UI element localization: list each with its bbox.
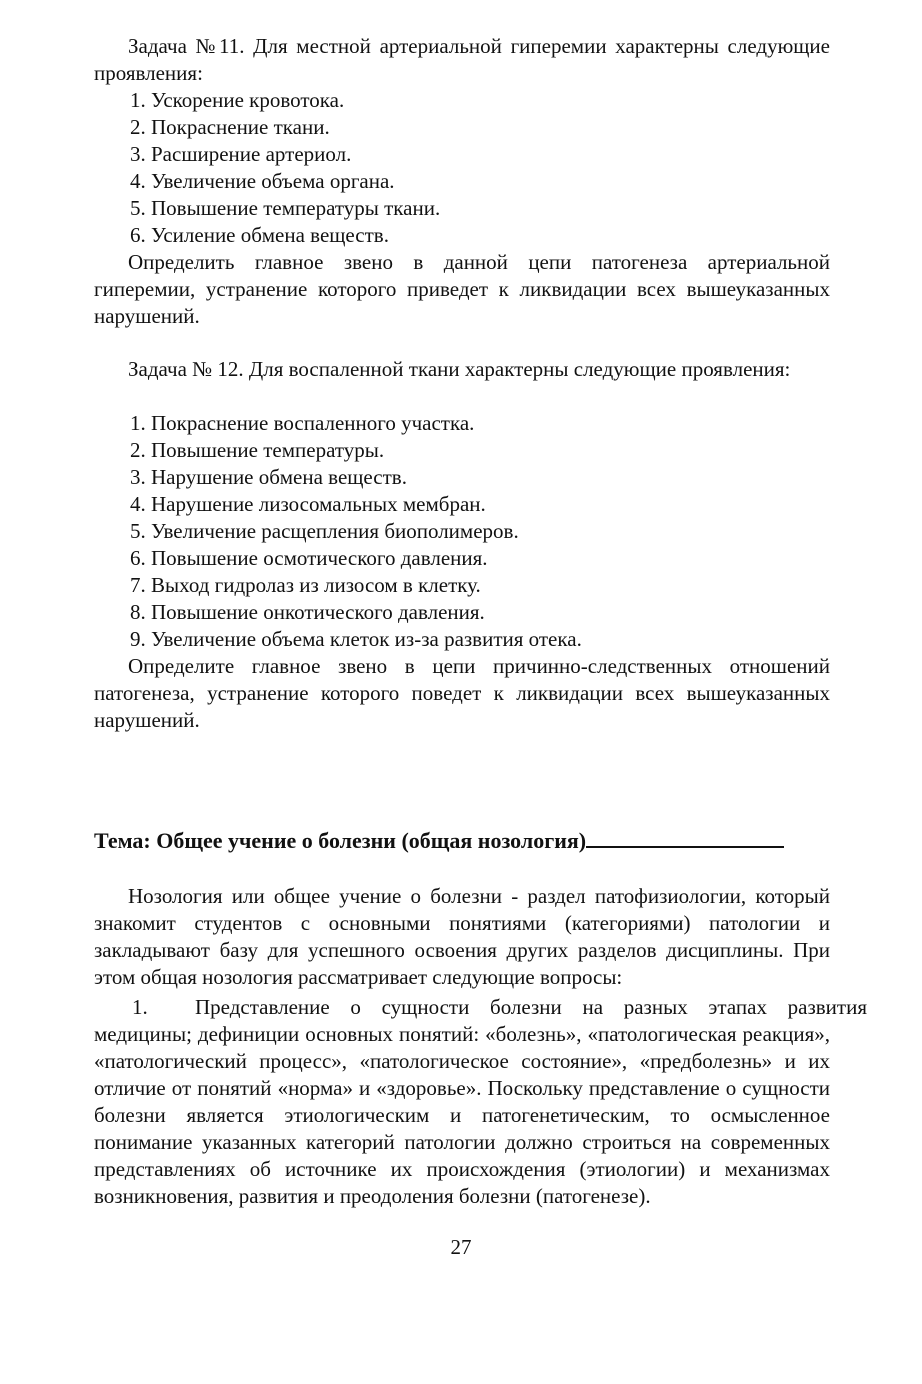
task-11-item-2: 2. Покраснение ткани. [130,115,330,139]
task-11-question: Определить главное звено в данной цепи патогенеза артериальной гиперемии, устранение которого приведет к ликвидации всех вышеуказанных нарушений. [94,250,830,328]
task-12-item-9: 9. Увеличение объема клеток из-за развития отека. [130,627,582,651]
task-12-item-7: 7. Выход гидролаз из лизосом в клетку. [130,573,481,597]
task-12-intro: Задача № 12. Для воспаленной ткани характерны следующие проявления: [128,357,791,381]
task-11-item-4: 4. Увеличение объема органа. [130,169,395,193]
task-12-item-1: 1. Покраснение воспаленного участка. [130,411,475,435]
task-11-item-1: 1. Ускорение кровотока. [130,88,345,112]
nosology-intro-paragraph: Нозология или общее учение о болезни - раздел патофизиологии, который знакомит студентов с основными понятиями (категориями) патологии и закладывают базу для успешного освоения других разделов дисциплины. При этом общая нозология рассматривает следующие вопросы: [94,884,830,989]
nosology-item-number: 1. [132,995,148,1019]
page-number: 27 [450,1235,472,1259]
task-12-item-3: 3. Нарушение обмена веществ. [130,465,407,489]
topic-underline [586,826,784,848]
task-12-question: Определите главное звено в цепи причинно-следственных отношений патогенеза, устранение которого поведет к ликвидации всех вышеуказанных нарушений. [94,654,830,732]
task-11-intro: Задача №11. Для местной артериальной гиперемии характерны следующие проявления: [94,34,830,85]
task-12-item-2: 2. Повышение температуры. [130,438,385,462]
task-12-item-5: 5. Увеличение расщепления биополимеров. [130,519,519,543]
task-12-item-6: 6. Повышение осмотического давления. [130,546,488,570]
task-12-item-4: 4. Нарушение лизосомальных мембран. [130,492,486,516]
topic-heading [94,826,830,855]
task-12-list [130,410,582,653]
task-11-item-5: 5. Повышение температуры ткани. [130,196,441,220]
task-11-list [130,87,440,249]
task-12-item-8: 8. Повышение онкотического давления. [130,600,485,624]
nosology-item-first-line: Представление о сущности болезни на разных этапах развития [195,995,867,1019]
task-11-item-6: 6. Усиление обмена веществ. [130,223,389,247]
task-11-item-3: 3. Расширение артериол. [130,142,352,166]
nosology-item-continuation: медицины; дефиниции основных понятий: «болезнь», «патологическая реакция», «патологический процесс», «патологическое состояние», «предболезнь» и их отличие от понятий «норма» и «здоровье». Поскольку представление о сущности болезни является этиологическим и патогенетическим, то осмысленное понимание указанных категорий патологии должно строиться на современных представлениях об источнике их происхождения (этиологии) и механизмах возникновения, развития и преодоления болезни (патогенезе). [94,1022,830,1208]
topic-title: Тема: Общее учение о болезни (общая нозология) [94,828,587,853]
